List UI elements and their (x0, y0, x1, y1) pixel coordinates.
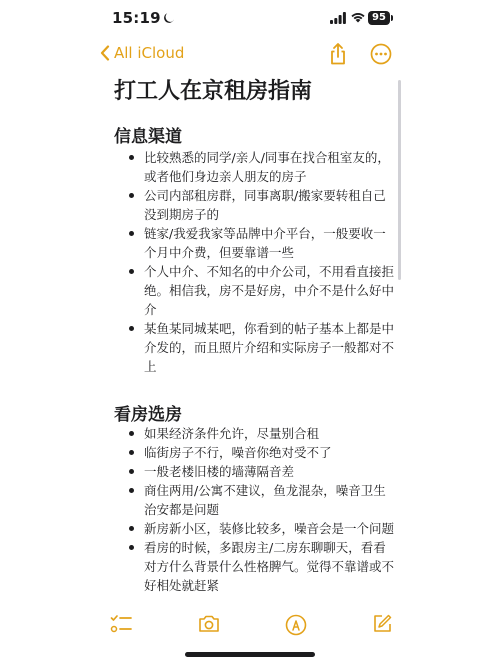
list-item: 如果经济条件允许，尽量别合租 (114, 424, 394, 443)
bottom-toolbar (0, 600, 500, 648)
scrollbar[interactable] (398, 80, 401, 280)
list-item: 公司内部租房群，同事离职/搬家要转租自己没到期房子的 (114, 186, 394, 224)
list-item: 商住两用/公寓不建议，鱼龙混杂，噪音卫生治安都是问题 (114, 481, 394, 519)
list-item: 一般老楼旧楼的墙薄隔音差 (114, 462, 394, 481)
checklist-icon[interactable] (110, 614, 132, 634)
cellular-signal-icon (330, 12, 346, 24)
list-item: 临街房子不行，噪音你绝对受不了 (114, 443, 394, 462)
list-item: 看房的时候，多跟房主/二房东聊聊天，看看对方什么背景什么性格脾气。觉得不靠谱或不好相处就赶紧 (114, 538, 394, 595)
info-channels-list (114, 148, 394, 376)
camera-icon[interactable] (198, 614, 220, 634)
note-body[interactable] (0, 70, 500, 600)
section-heading-info-channels: 信息渠道 (114, 127, 182, 147)
list-item: 新房新小区，装修比较多，噪音会是一个问题 (114, 519, 394, 538)
list-item: 某鱼某同城某吧，你看到的帖子基本上都是中介发的，而且照片介绍和实际房子一般都对不上 (114, 319, 394, 376)
back-label: All iCloud (114, 44, 185, 62)
section-heading-viewing-houses: 看房选房 (114, 405, 182, 425)
battery-icon (368, 11, 390, 25)
moon-icon (163, 12, 175, 24)
markup-pen-icon[interactable] (285, 614, 307, 636)
list-item: 比较熟悉的同学/亲人/同事在找合租室友的，或者他们身边亲人朋友的房子 (114, 148, 394, 186)
list-item: 链家/我爱我家等品牌中介平台，一般要收一个月中介费，但要靠谱一些 (114, 224, 394, 262)
share-icon[interactable] (328, 42, 348, 66)
battery-level: 95 (372, 12, 386, 23)
wifi-icon (350, 11, 366, 23)
viewing-houses-list (114, 424, 394, 595)
status-bar (0, 0, 500, 40)
home-indicator[interactable] (185, 652, 315, 657)
back-button[interactable] (100, 44, 184, 62)
list-item: 个人中介、不知名的中介公司，不用看直接拒绝。相信我，房不是好房，中介不是什么好中介 (114, 262, 394, 319)
more-options-icon[interactable] (370, 43, 392, 65)
battery-tip (391, 15, 393, 21)
status-time: 15:19 (112, 9, 161, 27)
note-title: 打工人在京租房指南 (114, 79, 313, 104)
compose-icon[interactable] (372, 614, 392, 634)
chevron-left-icon (100, 45, 110, 61)
nav-bar (0, 40, 500, 70)
